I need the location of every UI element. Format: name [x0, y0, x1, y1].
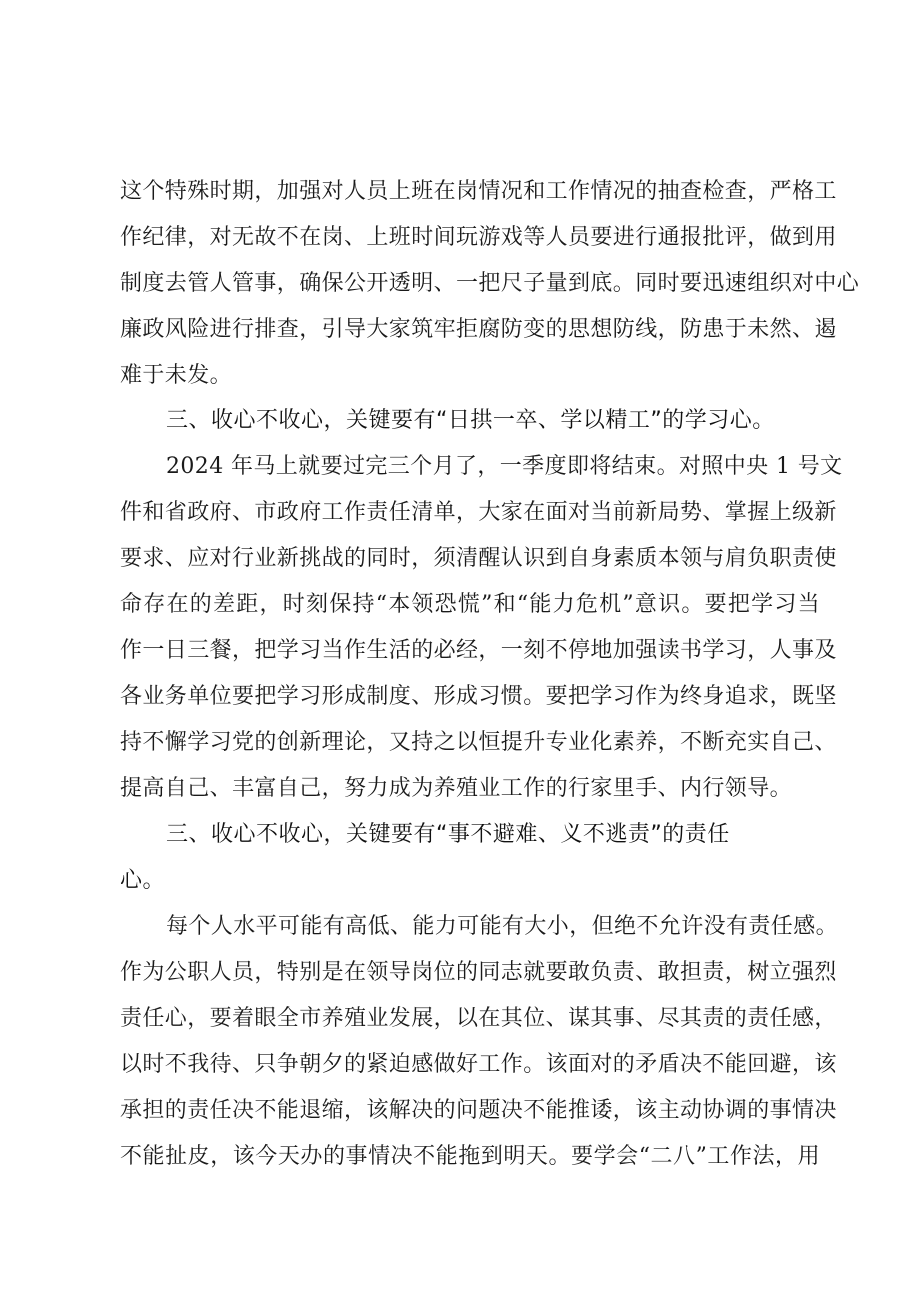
paragraph-1-line-3: 制度去管人管事，确保公开透明、一把尺子量到底。同时要迅速组织对中心: [120, 271, 860, 296]
paragraph-2-line-6: 各业务单位要把学习形成制度、形成习惯。要把学习作为终身追求，既坚: [120, 684, 837, 709]
paragraph-2-line-5: 作一日三餐，把学习当作生活的必经，一刻不停地加强读书学习，人事及: [120, 638, 837, 663]
paragraph-2-line-4: 命存在的差距，时刻保持“本领恐慌”和“能力危机”意识。要把学习当: [120, 592, 820, 617]
paragraph-3-line-4: 以时不我待、只争朝夕的紧迫感做好工作。该面对的矛盾决不能回避，该: [120, 1052, 837, 1077]
section-heading-study: 三、收心不收心，关键要有“日拱一卒、学以精工”的学习心。: [166, 408, 775, 433]
paragraph-3-line-5: 承担的责任决不能退缩，该解决的问题决不能推诿，该主动协调的事情决: [120, 1098, 837, 1123]
paragraph-2-line-2: 件和省政府、市政府工作责任清单，大家在面对当前新局势、掌握上级新: [120, 500, 837, 525]
paragraph-3-line-2: 作为公职人员，特别是在领导岗位的同志就要敢负责、敢担责，树立强烈: [120, 960, 837, 985]
paragraph-1-line-2: 作纪律，对无故不在岗、上班时间玩游戏等人员要进行通报批评，做到用: [120, 225, 837, 250]
paragraph-1-line-5: 难于未发。: [120, 363, 233, 388]
paragraph-1-line-4: 廉政风险进行排查，引导大家筑牢拒腐防变的思想防线，防患于未然、遏: [120, 317, 837, 342]
section-heading-responsibility: 三、收心不收心，关键要有“事不避难、义不逃责”的责任: [166, 822, 730, 847]
paragraph-2-line-7: 持不懈学习党的创新理论，又持之以恒提升专业化素养，不断充实自己、: [120, 730, 837, 755]
paragraph-3-line-3: 责任心，要着眼全市养殖业发展，以在其位、谋其事、尽其责的责任感，: [120, 1006, 837, 1031]
paragraph-3-line-1: 每个人水平可能有高低、能力可能有大小，但绝不允许没有责任感。: [166, 914, 839, 939]
paragraph-3-line-6: 不能扯皮，该今天办的事情决不能拖到明天。要学会“二八”工作法，用: [120, 1144, 820, 1169]
section-heading-responsibility-cont: 心。: [120, 868, 166, 893]
paragraph-2-line-8: 提高自己、丰富自己，努力成为养殖业工作的行家里手、内行领导。: [120, 776, 793, 801]
paragraph-2-line-1: 2024 年马上就要过完三个月了，一季度即将结束。对照中央 1 号文: [166, 454, 843, 479]
paragraph-2-line-3: 要求、应对行业新挑战的同时，须清醒认识到自身素质本领与肩负职责使: [120, 546, 837, 571]
paragraph-1-line-1: 这个特殊时期，加强对人员上班在岗情况和工作情况的抽查检查，严格工: [120, 179, 837, 204]
